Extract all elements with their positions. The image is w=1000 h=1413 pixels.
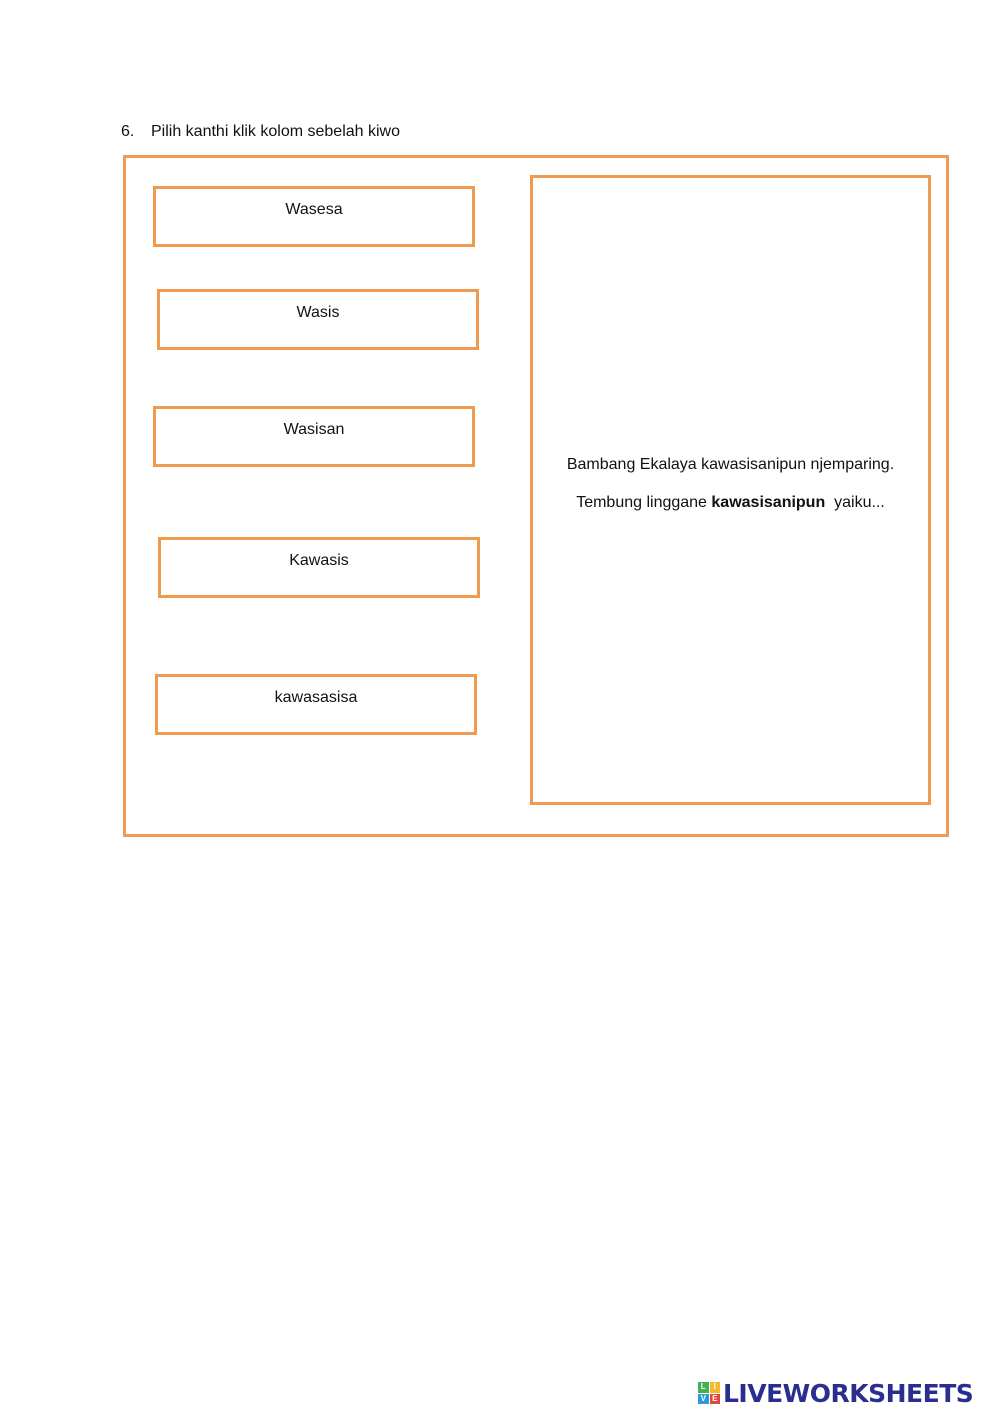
question-number: 6. — [121, 123, 135, 140]
liveworksheets-logo-icon: L I V E — [698, 1382, 720, 1404]
answer-option-wasesa[interactable] — [153, 186, 475, 247]
answer-option-label: Wasesa — [285, 201, 343, 218]
brand-name: LIVEWORKSHEETS — [723, 1378, 974, 1408]
example-sentence: Bambang Ekalaya kawasisanipun njemparing. — [566, 456, 895, 473]
answer-option-label: Kawasis — [289, 552, 349, 569]
question-text: Pilih kanthi klik kolom sebelah kiwo — [151, 123, 400, 140]
liveworksheets-brand — [698, 1378, 973, 1408]
prompt-prefix: Tembung linggane — [576, 494, 712, 511]
answer-option-label: kawasasisa — [274, 689, 358, 706]
answer-option-wasisan[interactable] — [153, 406, 475, 467]
prompt-suffix: yaiku... — [825, 494, 885, 511]
answer-option-label: Wasisan — [283, 421, 345, 438]
question-panel — [530, 175, 931, 805]
question-prompt — [533, 493, 928, 513]
answer-option-kawasis[interactable] — [158, 537, 480, 598]
answer-option-kawasasisa[interactable] — [155, 674, 477, 735]
prompt-keyword: kawasisanipun — [711, 494, 826, 511]
answer-option-wasis[interactable] — [157, 289, 479, 350]
answer-option-label: Wasis — [296, 304, 340, 321]
question-instruction — [121, 122, 400, 142]
